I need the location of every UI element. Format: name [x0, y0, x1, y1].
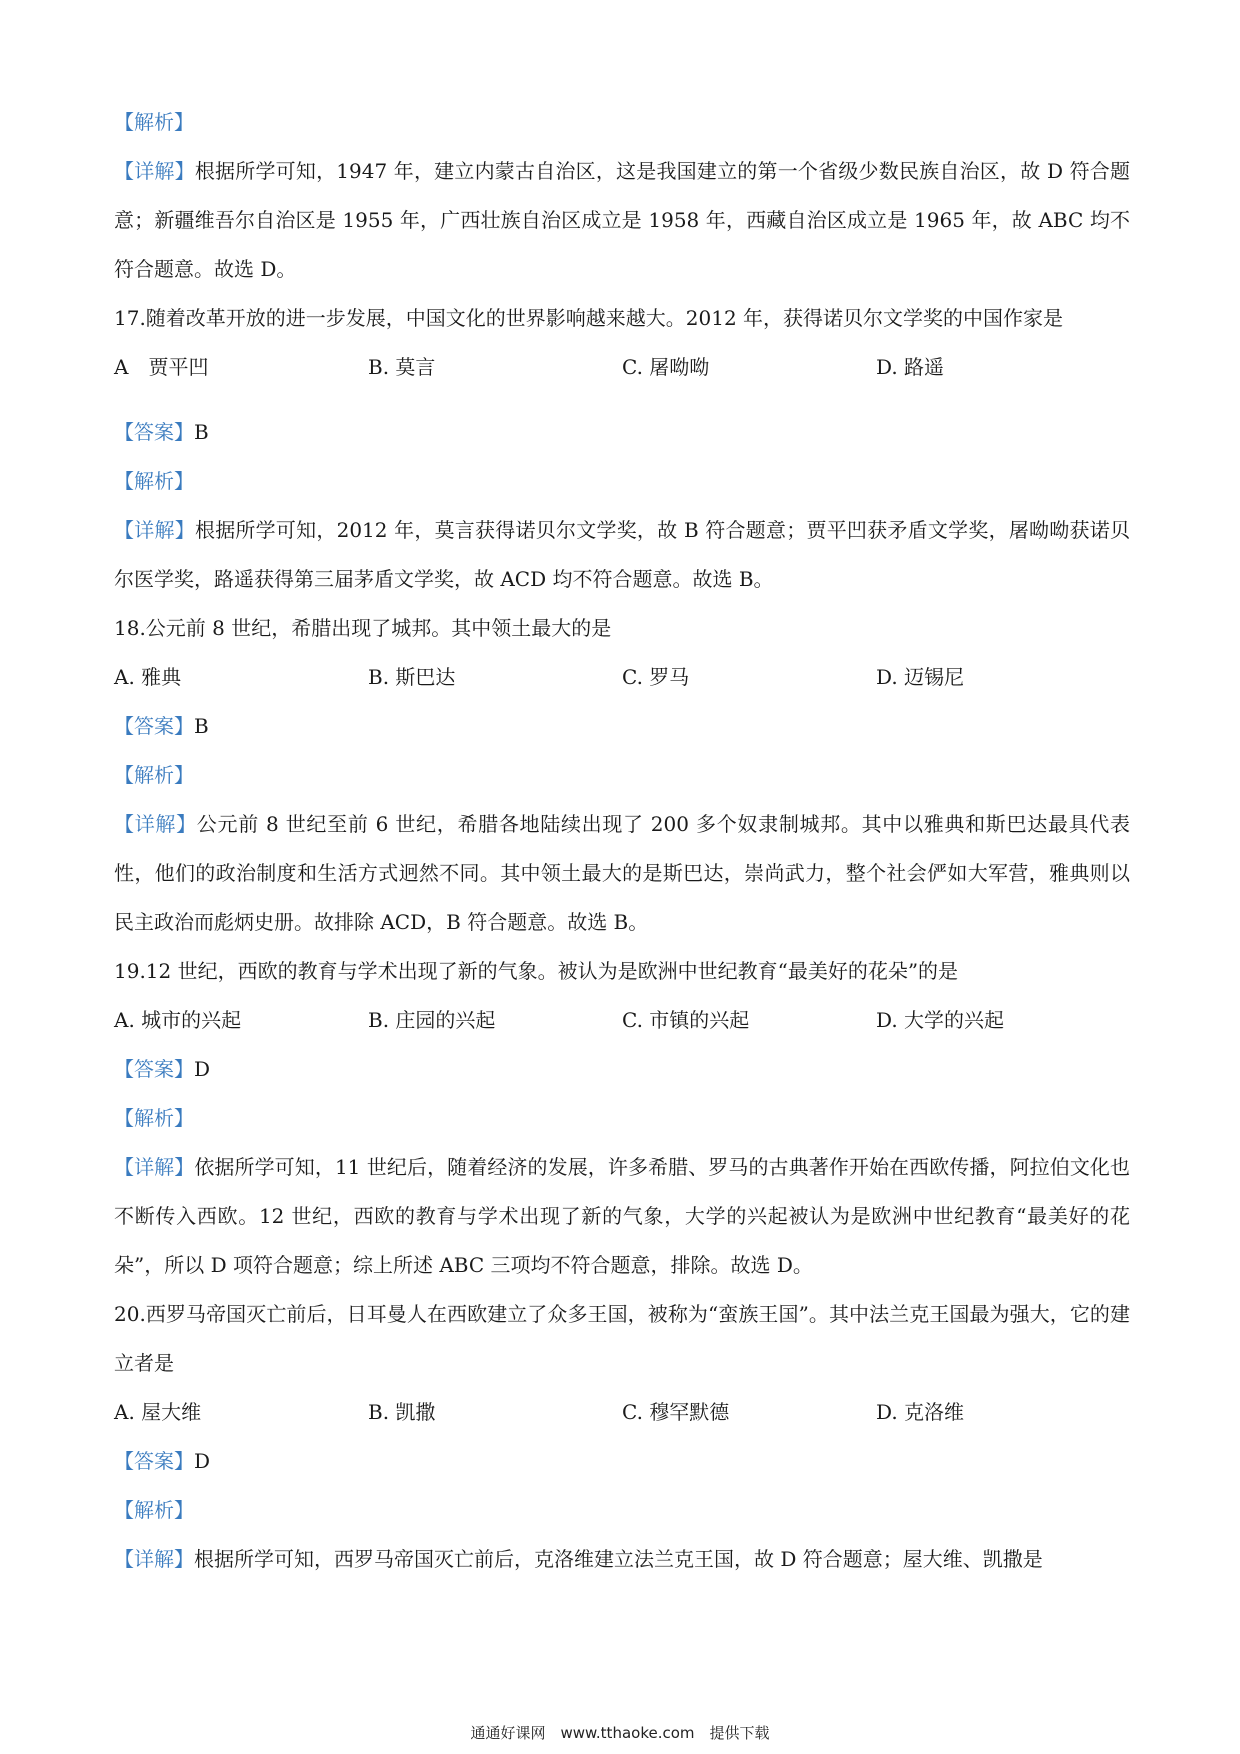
detail-tag: 【详解】 — [114, 1547, 194, 1571]
option-b: B. 凯撒 — [368, 1400, 436, 1424]
question-20-stem: 20.西罗马帝国灭亡前后，日耳曼人在西欧建立了众多王国，被称为“蛮族王国”。其中法兰克王国最为强大，它的建立者是 — [114, 1302, 1130, 1375]
analysis-tag: 【解析】 — [114, 1106, 194, 1130]
option-c: C. 屠呦呦 — [622, 355, 710, 379]
question-19-answer — [114, 1045, 1130, 1094]
question-20-detail — [114, 1535, 1130, 1584]
question-17-detail — [114, 506, 1130, 604]
option-b: B. 庄园的兴起 — [368, 1008, 496, 1032]
answer-value: D — [194, 1449, 211, 1473]
option-b: B. 斯巴达 — [368, 665, 456, 689]
detail-text: 依据所学可知，11 世纪后，随着经济的发展，许多希腊、罗马的古典著作开始在西欧传播，阿拉伯文化也不断传入西欧。12 世纪，西欧的教育与学术出现了新的气象，大学的兴起被认为是欧洲中世纪教育“最美好的花朵”，所以 D 项符合题意；综上所述 ABC 三项均不符合题意，排除。故选 D。 — [114, 1155, 1130, 1277]
option-b: B. 莫言 — [368, 355, 436, 379]
option-a: A. 城市的兴起 — [114, 1008, 242, 1032]
question-19-analysis — [114, 1094, 1130, 1143]
detail-text: 根据所学可知，1947 年，建立内蒙古自治区，这是我国建立的第一个省级少数民族自治区，故 D 符合题意；新疆维吾尔自治区是 1955 年，广西壮族自治区成立是 1958 年，西藏自治区成立是 1965 年，故 ABC 均不符合题意。故选 D。 — [114, 159, 1131, 281]
detail-text: 公元前 8 世纪至前 6 世纪，希腊各地陆续出现了 200 多个奴隶制城邦。其中以雅典和斯巴达最具代表性，他们的政治制度和生活方式迥然不同。其中领土最大的是斯巴达，崇尚武力，整个社会俨如大军营，雅典则以民主政治而彪炳史册。故排除 ACD，B 符合题意。故选 B。 — [114, 812, 1130, 934]
answer-tag: 【答案】 — [114, 420, 194, 444]
question-19-stem: 19.12 世纪，西欧的教育与学术出现了新的气象。被认为是欧洲中世纪教育“最美好的花朵”的是 — [114, 959, 959, 983]
option-d: D. 克洛维 — [876, 1400, 965, 1424]
question-20-options — [114, 1388, 1130, 1437]
detail-tag: 【详解】 — [114, 1155, 195, 1179]
question-18-options — [114, 653, 1130, 702]
question-18-answer — [114, 702, 1130, 751]
question-19-detail — [114, 1143, 1130, 1290]
analysis-tag: 【解析】 — [114, 469, 194, 493]
question-18-analysis — [114, 751, 1130, 800]
analysis-tag: 【解析】 — [114, 1498, 194, 1522]
option-d: D. 迈锡尼 — [876, 665, 965, 689]
analysis-tag: 【解析】 — [114, 763, 194, 787]
question-19-options — [114, 996, 1130, 1045]
answer-value: D — [194, 1057, 211, 1081]
option-a: A 贾平凹 — [114, 355, 209, 379]
option-d: D. 路遥 — [876, 355, 945, 379]
page-footer: 通通好课网 www.tthaoke.com 提供下载 — [470, 1724, 770, 1742]
option-a: A. 雅典 — [114, 665, 182, 689]
answer-value: B — [194, 714, 209, 738]
detail-tag: 【详解】 — [114, 518, 195, 542]
question-17-options — [114, 343, 1130, 392]
question-18-stem: 18.公元前 8 世纪，希腊出现了城邦。其中领土最大的是 — [114, 616, 612, 640]
intro-analysis — [114, 98, 1130, 147]
option-d: D. 大学的兴起 — [876, 1008, 1005, 1032]
detail-tag: 【详解】 — [114, 159, 195, 183]
question-18-detail — [114, 800, 1130, 947]
detail-text: 根据所学可知，2012 年，莫言获得诺贝尔文学奖，故 B 符合题意；贾平凹获矛盾文学奖，屠呦呦获诺贝尔医学奖，路遥获得第三届茅盾文学奖，故 ACD 均不符合题意。故选 B。 — [114, 518, 1131, 591]
question-20-analysis — [114, 1486, 1130, 1535]
question-17-answer — [114, 408, 1130, 457]
question-17-analysis — [114, 457, 1130, 506]
option-c: C. 市镇的兴起 — [622, 1008, 750, 1032]
answer-tag: 【答案】 — [114, 714, 194, 738]
question-20-answer — [114, 1437, 1130, 1486]
page-content — [114, 98, 1130, 1584]
option-c: C. 穆罕默德 — [622, 1400, 730, 1424]
option-c: C. 罗马 — [622, 665, 690, 689]
answer-value: B — [194, 420, 209, 444]
question-17-stem: 17.随着改革开放的进一步发展，中国文化的世界影响越来越大。2012 年，获得诺贝尔文学奖的中国作家是 — [114, 306, 1064, 330]
option-a: A. 屋大维 — [114, 1400, 202, 1424]
intro-detail — [114, 147, 1130, 294]
answer-tag: 【答案】 — [114, 1057, 194, 1081]
analysis-tag: 【解析】 — [114, 110, 194, 134]
detail-tag: 【详解】 — [114, 812, 197, 836]
detail-text: 根据所学可知，西罗马帝国灭亡前后，克洛维建立法兰克王国，故 D 符合题意；屋大维、凯撒是 — [194, 1547, 1043, 1571]
answer-tag: 【答案】 — [114, 1449, 194, 1473]
